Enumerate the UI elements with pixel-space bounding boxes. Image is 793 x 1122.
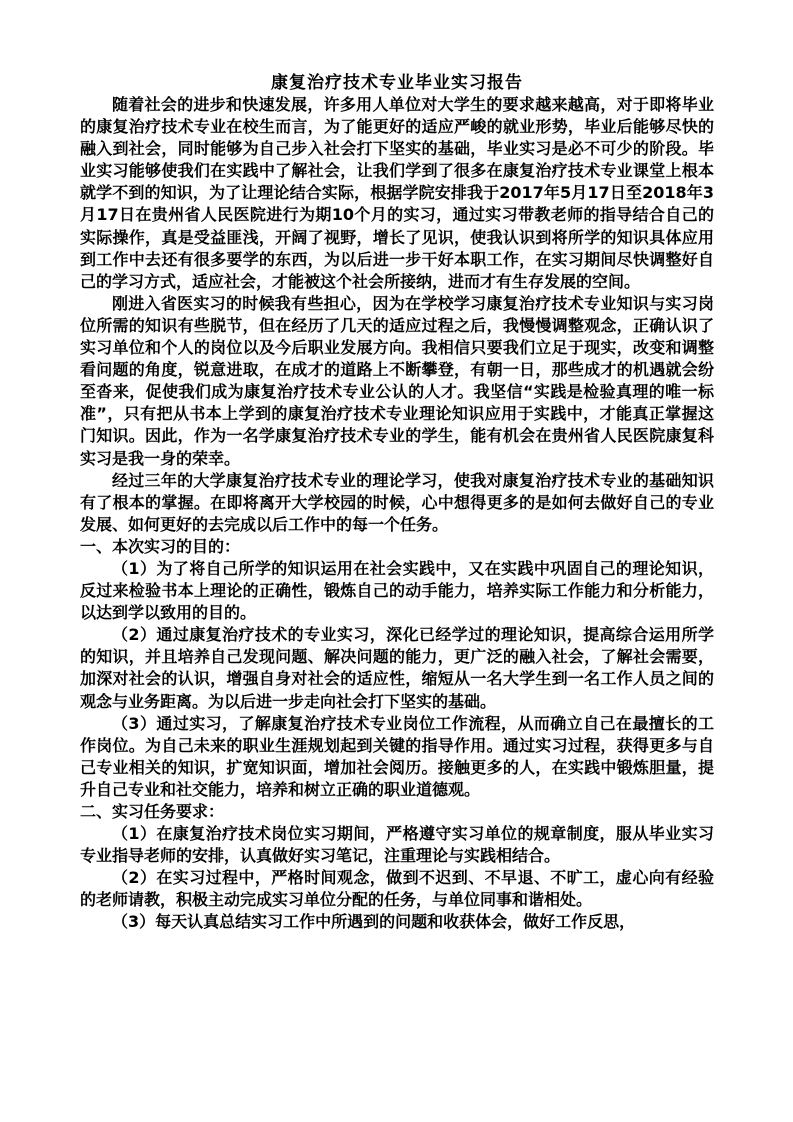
intro-paragraph-3: 经过三年的大学康复治疗技术专业的理论学习，使我对康复治疗技术专业的基础知识有了根本的掌握。在即将离开大学校园的时候，心中想得更多的是如何去做好自己的专业发展、如何更好的去完成以后工作中的每一个任务。: [80, 470, 714, 534]
section-1-item-1: （1）为了将自己所学的知识运用在社会实践中，又在实践中巩固自己的理论知识，反过来检验书本上理论的正确性，锻炼自己的动手能力，培养实际工作能力和分析能力，以达到学以致用的目的。: [80, 558, 714, 623]
section-2-heading: 二、实习任务要求：: [80, 802, 225, 821]
section-1-item-2: （2）通过康复治疗技术的专业实习，深化已经学过的理论知识，提高综合运用所学的知识，并且培养自己发现问题、解决问题的能力，更广泛的融入社会，了解社会需要，加深对社会的认识，增强自身对社会的适应性，缩短从一名大学生到一名工作人员之间的观念与业务距离。为以后进一步走向社会打下坚实的基础。: [80, 625, 714, 711]
document-title: 康复治疗技术专业毕业实习报告: [271, 73, 523, 93]
section-1-heading: 一、本次实习的目的：: [80, 536, 241, 556]
intro-paragraph-2: 刚进入省医实习的时候我有些担心，因为在学校学习康复治疗技术专业知识与实习岗位所需的知识有些脱节，但在经历了几天的适应过程之后，我慢慢调整观念，正确认识了实习单位和个人的岗位以及今后职业发展方向。我相信只要我们立足于现实，改变和调整看问题的角度，锐意进取，在成才的道路上不断攀登，有朝一日，那些成才的机遇就会纷至沓来，促使我们成为康复治疗技术专业公认的人才。我坚信“实践是检验真理的唯一标准”，只有把从书本上学到的康复治疗技术专业理论知识应用于实践中，才能真正掌握这门知识。因此，作为一名学康复治疗技术专业的学生，能有机会在贵州省人民医院康复科实习是我一身的荣幸。: [80, 293, 714, 468]
section-1-item-3: （3）通过实习，了解康复治疗技术专业岗位工作流程，从而确立自己在最擅长的工作岗位。为自己未来的职业生涯规划起到关键的指导作用。通过实习过程，获得更多与自己专业相关的知识，扩宽知识面，增加社会阅历。接触更多的人，在实践中锻炼胆量，提升自己专业和社交能力，培养和树立正确的职业道德观。: [80, 713, 714, 799]
document-page: [80, 72, 714, 934]
section-2-item-3: （3）每天认真总结实习工作中所遇到的问题和收获体会，做好工作反思，: [112, 912, 636, 932]
section-2-item-2: （2）在实习过程中，严格时间观念，做到不迟到、不早退、不旷工，虚心向有经验的老师请教，积极主动完成实习单位分配的任务，与单位同事和谐相处。: [80, 868, 714, 910]
section-2-item-1: （1）在康复治疗技术岗位实习期间，严格遵守实习单位的规章制度，服从毕业实习专业指导老师的安排，认真做好实习笔记，注重理论与实践相结合。: [80, 824, 714, 866]
intro-paragraph-1: 随着社会的进步和快速发展，许多用人单位对大学生的要求越来越高，对于即将毕业的康复治疗技术专业在校生而言，为了能更好的适应严峻的就业形势，毕业后能够尽快的融入到社会，同时能够为自己步入社会打下坚实的基础，毕业实习是必不可少的阶段。毕业实习能够使我们在实践中了解社会，让我们学到了很多在康复治疗技术专业课堂上根本就学不到的知识，为了让理论结合实际，根据学院安排我于2017年5月17日至2018年3月17日在贵州省人民医院进行为期10个月的实习，通过实习带教老师的指导结合自己的实际操作，真是受益匪浅，开阔了视野，增长了见识，使我认识到将所学的知识具体应用到工作中去还有很多要学的东西，为以后进一步干好本职工作，在实习期间尽快调整好自己的学习方式，适应社会，才能被这个社会所接纳，进而才有生存发展的空间。: [80, 95, 714, 291]
